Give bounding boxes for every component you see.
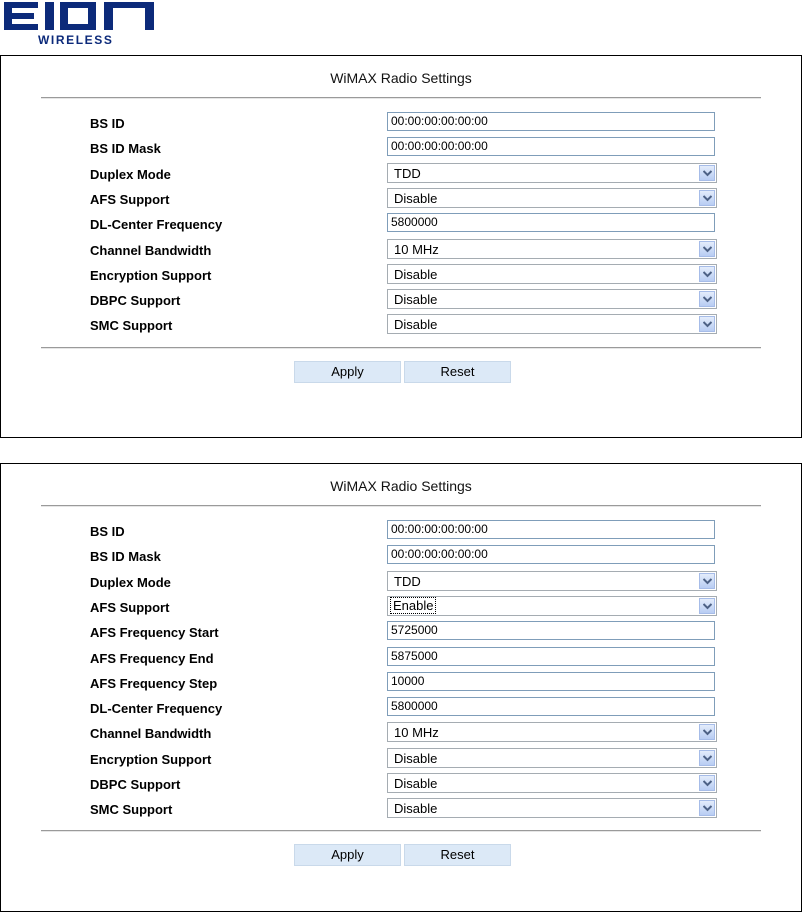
setting-label: BS ID Mask xyxy=(90,141,161,157)
select-value: Disable xyxy=(394,750,438,766)
setting-row-channel-bandwidth xyxy=(1,239,801,264)
setting-row-encryption-support xyxy=(1,264,801,289)
setting-label: Channel Bandwidth xyxy=(90,726,212,742)
afs-frequency-step-input[interactable]: 10000 xyxy=(387,672,715,691)
apply-button[interactable]: Apply xyxy=(294,844,401,866)
setting-label: Encryption Support xyxy=(90,751,212,767)
chevron-down-icon[interactable] xyxy=(699,750,715,766)
afs-frequency-end-input[interactable]: 5875000 xyxy=(387,647,715,666)
chevron-down-icon[interactable] xyxy=(699,190,715,206)
setting-row-bs-id-mask xyxy=(1,545,801,570)
select-value: 10 MHz xyxy=(394,241,439,257)
setting-row-afs-support xyxy=(1,596,801,621)
select-value: Disable xyxy=(394,317,438,333)
smc-support-select[interactable] xyxy=(387,314,717,334)
setting-label: DBPC Support xyxy=(90,293,181,309)
setting-label: BS ID Mask xyxy=(90,549,161,565)
setting-label: AFS Frequency End xyxy=(90,650,214,666)
setting-row-bs-id-mask xyxy=(1,137,801,162)
setting-row-smc-support xyxy=(1,314,801,339)
select-value: Disable xyxy=(394,292,438,308)
setting-row-duplex-mode xyxy=(1,163,801,188)
channel-bandwidth-select[interactable] xyxy=(387,722,717,742)
select-value: TDD xyxy=(394,573,421,589)
smc-support-select[interactable] xyxy=(387,798,717,818)
setting-label: AFS Support xyxy=(90,599,170,615)
divider xyxy=(41,505,761,507)
select-value: Enable xyxy=(393,597,434,613)
setting-label: AFS Support xyxy=(90,191,170,207)
chevron-down-icon[interactable] xyxy=(699,316,715,332)
chevron-down-icon[interactable] xyxy=(699,598,715,614)
setting-row-smc-support xyxy=(1,798,801,823)
select-value: 10 MHz xyxy=(394,725,439,741)
setting-label: SMC Support xyxy=(90,802,173,818)
chevron-down-icon[interactable] xyxy=(699,724,715,740)
afs-support-select[interactable] xyxy=(387,188,717,208)
setting-row-afs-frequency-end xyxy=(1,647,801,672)
bs-id-mask-input[interactable]: 00:00:00:00:00:00 xyxy=(387,137,715,156)
setting-row-afs-support xyxy=(1,188,801,213)
radio-settings-panel-disabled-afs xyxy=(0,55,802,438)
setting-row-dl-center-frequency xyxy=(1,213,801,238)
setting-row-channel-bandwidth xyxy=(1,722,801,747)
bs-id-mask-input[interactable]: 00:00:00:00:00:00 xyxy=(387,545,715,564)
select-value: Disable xyxy=(394,190,438,206)
setting-label: SMC Support xyxy=(90,318,173,334)
divider xyxy=(41,347,761,349)
channel-bandwidth-select[interactable] xyxy=(387,239,717,259)
setting-label: Channel Bandwidth xyxy=(90,242,212,258)
panel-title: WiMAX Radio Settings xyxy=(330,478,472,494)
reset-button[interactable]: Reset xyxy=(404,361,511,383)
divider xyxy=(41,97,761,99)
select-value: TDD xyxy=(394,165,421,181)
encryption-support-select[interactable] xyxy=(387,748,717,768)
apply-button[interactable]: Apply xyxy=(294,361,401,383)
encryption-support-select[interactable] xyxy=(387,264,717,284)
bs-id-input[interactable]: 00:00:00:00:00:00 xyxy=(387,112,715,131)
chevron-down-icon[interactable] xyxy=(699,291,715,307)
setting-label: AFS Frequency Start xyxy=(90,625,219,641)
setting-label: DL-Center Frequency xyxy=(90,701,223,717)
eion-wireless-logo xyxy=(4,2,164,46)
setting-label: BS ID xyxy=(90,524,125,539)
setting-row-bs-id xyxy=(1,520,801,545)
logo-subtitle: WIRELESS xyxy=(38,33,114,47)
chevron-down-icon[interactable] xyxy=(699,775,715,791)
setting-label: DBPC Support xyxy=(90,777,181,792)
setting-row-duplex-mode xyxy=(1,571,801,596)
setting-label: Encryption Support xyxy=(90,267,212,283)
radio-settings-panel-enabled-afs xyxy=(0,463,802,912)
setting-row-bs-id xyxy=(1,112,801,137)
chevron-down-icon[interactable] xyxy=(699,165,715,181)
setting-label: BS ID xyxy=(90,116,125,131)
chevron-down-icon[interactable] xyxy=(699,800,715,816)
chevron-down-icon[interactable] xyxy=(699,241,715,257)
chevron-down-icon[interactable] xyxy=(699,266,715,282)
setting-row-dl-center-frequency xyxy=(1,697,801,722)
eion-logo-mark xyxy=(4,2,160,30)
dbpc-support-select[interactable] xyxy=(387,289,717,309)
duplex-mode-select[interactable] xyxy=(387,571,717,591)
dl-center-frequency-input[interactable]: 5800000 xyxy=(387,213,715,232)
setting-label: DL-Center Frequency xyxy=(90,217,223,233)
setting-label: Duplex Mode xyxy=(90,574,171,590)
dl-center-frequency-input[interactable]: 5800000 xyxy=(387,697,715,716)
afs-support-select[interactable] xyxy=(387,596,717,616)
bs-id-input[interactable]: 00:00:00:00:00:00 xyxy=(387,520,715,539)
setting-row-dbpc-support xyxy=(1,773,801,798)
setting-label: AFS Frequency Step xyxy=(90,675,218,691)
duplex-mode-select[interactable] xyxy=(387,163,717,183)
select-value: Disable xyxy=(394,266,438,282)
divider xyxy=(41,830,761,832)
reset-button[interactable]: Reset xyxy=(404,844,511,866)
select-value: Disable xyxy=(394,801,438,817)
setting-row-afs-frequency-start xyxy=(1,621,801,646)
chevron-down-icon[interactable] xyxy=(699,573,715,589)
dbpc-support-select[interactable] xyxy=(387,773,717,793)
panel-title: WiMAX Radio Settings xyxy=(330,70,472,86)
setting-row-dbpc-support xyxy=(1,289,801,314)
setting-label: Duplex Mode xyxy=(90,166,171,182)
setting-row-encryption-support xyxy=(1,748,801,773)
afs-frequency-start-input[interactable]: 5725000 xyxy=(387,621,715,640)
select-value: Disable xyxy=(394,776,438,791)
setting-row-afs-frequency-step xyxy=(1,672,801,697)
